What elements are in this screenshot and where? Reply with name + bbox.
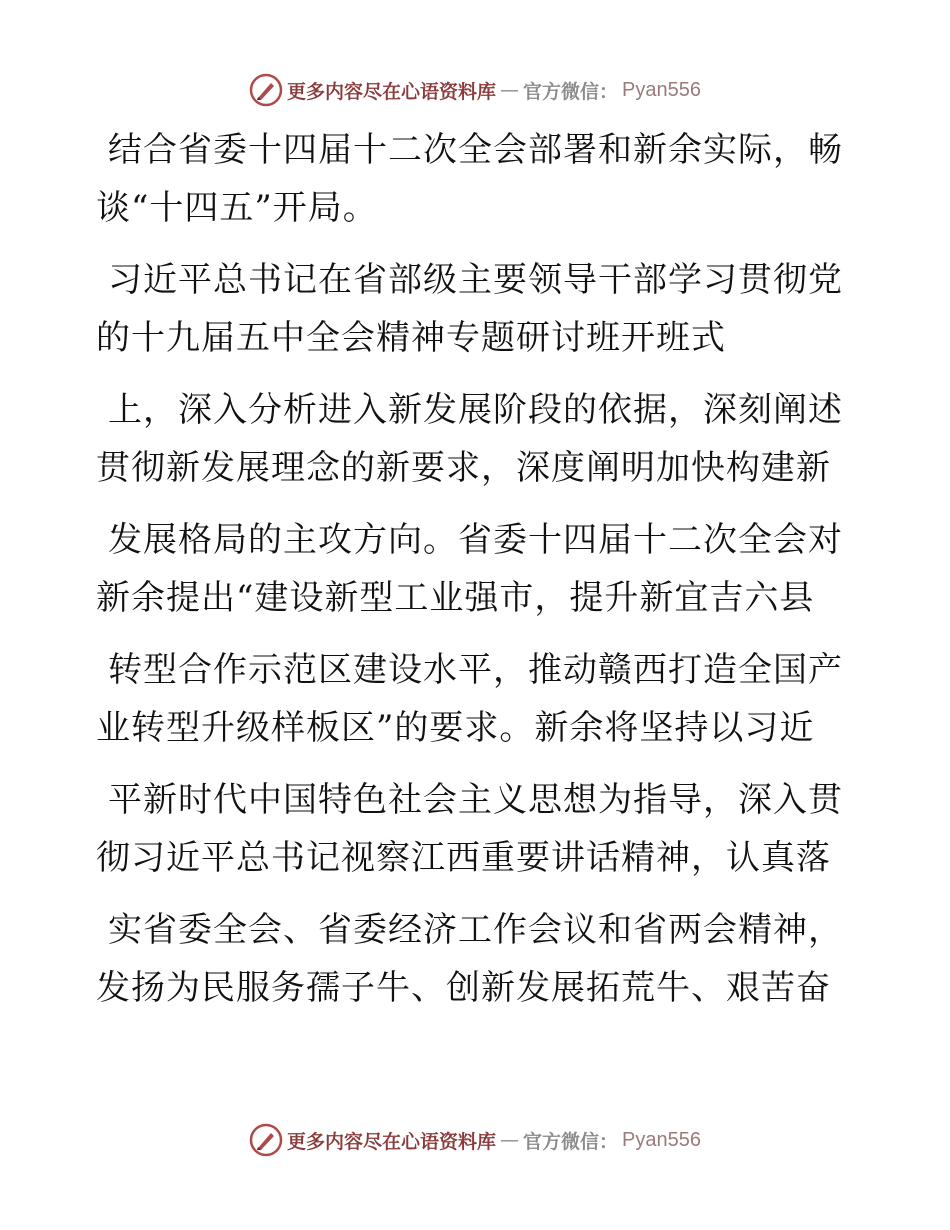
text-line: 的十九届五中全会精神专题研讨班开班式 <box>96 318 726 358</box>
header-banner <box>0 70 950 110</box>
text-line: 业转型升级样板区”的要求。新余将坚持以习近 <box>96 708 815 748</box>
text-line: 发展格局的主攻方向。省委十四届十二次全会对 <box>108 520 843 560</box>
text-line: 习近平总书记在省部级主要领导干部学习贯彻党 <box>108 260 843 300</box>
wechat-id: Pyan556 <box>622 1128 701 1151</box>
text-line: 谈“十四五”开局。 <box>96 188 378 228</box>
footer-banner <box>0 1120 950 1160</box>
wechat-id: Pyan556 <box>622 78 701 101</box>
banner-separator: — <box>500 1129 520 1151</box>
text-line: 贯彻新发展理念的新要求，深度阐明加快构建新 <box>96 448 831 488</box>
text-line: 彻习近平总书记视察江西重要讲话精神，认真落 <box>96 838 831 878</box>
banner-separator: — <box>500 79 520 101</box>
banner-text: 更多内容尽在心语资料库 <box>287 1130 497 1153</box>
text-line: 发扬为民服务孺子牛、创新发展拓荒牛、艰苦奋 <box>96 968 831 1008</box>
text-line: 转型合作示范区建设水平，推动赣西打造全国产 <box>108 650 843 690</box>
text-line: 平新时代中国特色社会主义思想为指导，深入贯 <box>108 780 843 820</box>
text-line: 结合省委十四届十二次全会部署和新余实际，畅 <box>108 130 843 170</box>
text-line: 实省委全会、省委经济工作会议和省两会精神， <box>108 910 843 950</box>
quill-logo-icon <box>249 73 283 107</box>
banner-text: 更多内容尽在心语资料库 <box>287 80 497 103</box>
quill-logo-icon <box>249 1123 283 1157</box>
text-line: 上，深入分析进入新发展阶段的依据，深刻阐述 <box>108 390 843 430</box>
official-label: 官方微信： <box>523 1130 619 1153</box>
text-line: 新余提出“建设新型工业强市，提升新宜吉六县 <box>96 578 815 618</box>
official-label: 官方微信： <box>523 80 619 103</box>
